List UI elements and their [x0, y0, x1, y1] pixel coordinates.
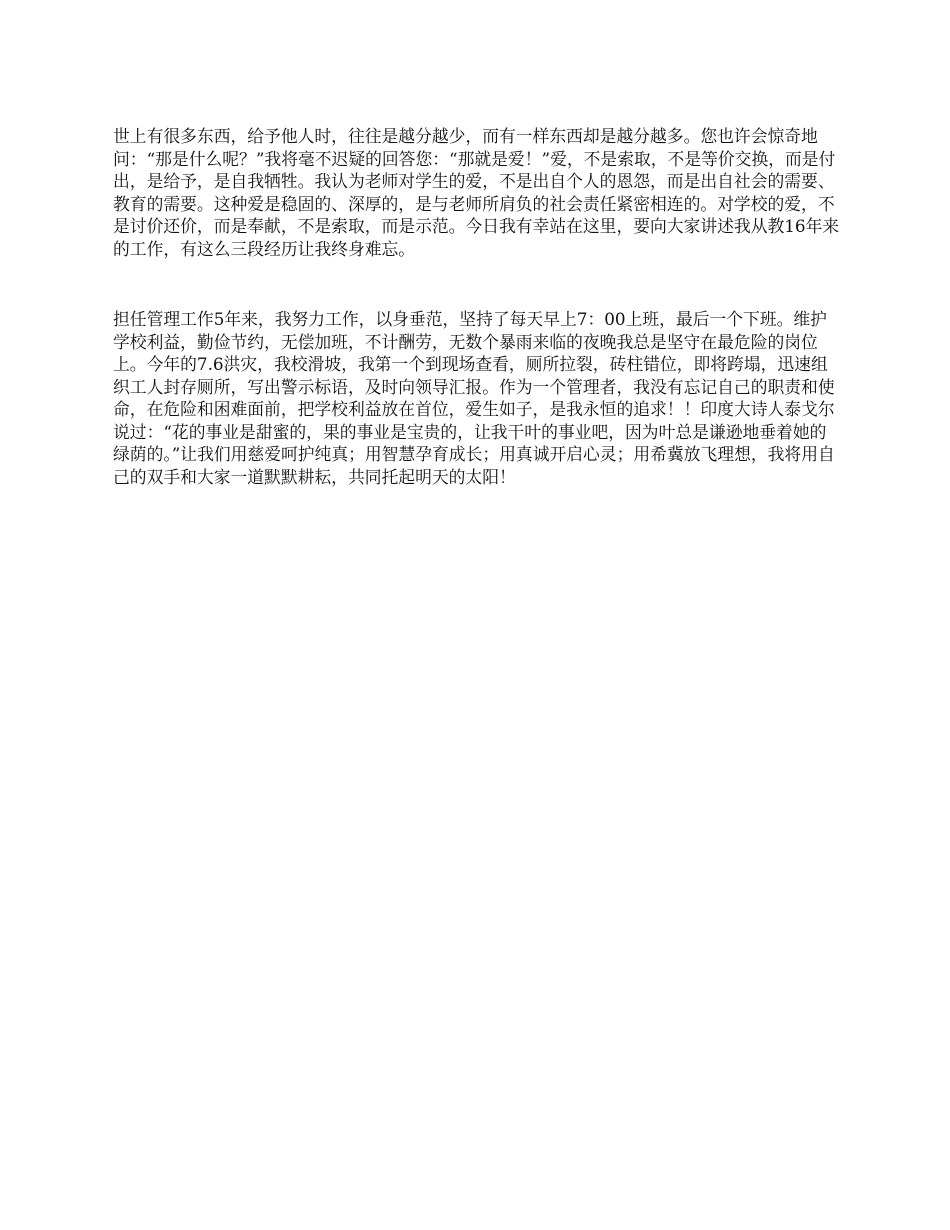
paragraph-2: 担任管理工作5年来，我努力工作，以身垂范，坚持了每天早上7：00上班，最后一个下班。维护学校利益，勤俭节约，无偿加班，不计酬劳，无数个暴雨来临的夜晚我总是坚守在最危险的岗位上。今年的7.6洪灾，我校滑坡，我第一个到现场查看，厕所拉裂，砖柱错位，即将跨塌，迅速组织工人封存厕所，写出警示标语，及时向领导汇报。作为一个管理者，我没有忘记自己的职责和使命，在危险和困难面前，把学校利益放在首位，爱生如子，是我永恒的追求！！印度大诗人泰戈尔说过：“花的事业是甜蜜的，果的事业是宝贵的，让我干叶的事业吧，因为叶总是谦逊地垂着她的绿荫的。”让我们用慈爱呵护纯真；用智慧孕育成长；用真诚开启心灵；用希冀放飞理想，我将用自己的双手和大家一道默默耕耘，共同托起明天的太阳！: [113, 309, 835, 487]
paragraph-1: 世上有很多东西，给予他人时，往往是越分越少，而有一样东西却是越分越多。您也许会惊奇地问：“那是什么呢？”我将毫不迟疑的回答您：“那就是爱！”爱，不是索取，不是等价交换，而是付出，是给予，是自我牺牲。我认为老师对学生的爱，不是出自个人的恩怨，而是出自社会的需要、教育的需要。这种爱是稳固的、深厚的，是与老师所肩负的社会责任紧密相连的。对学校的爱，不是讨价还价，而是奉献，不是索取，而是示范。今日我有幸站在这里，要向大家讲述我从教16年来的工作，有这么三段经历让我终身难忘。: [113, 126, 840, 259]
